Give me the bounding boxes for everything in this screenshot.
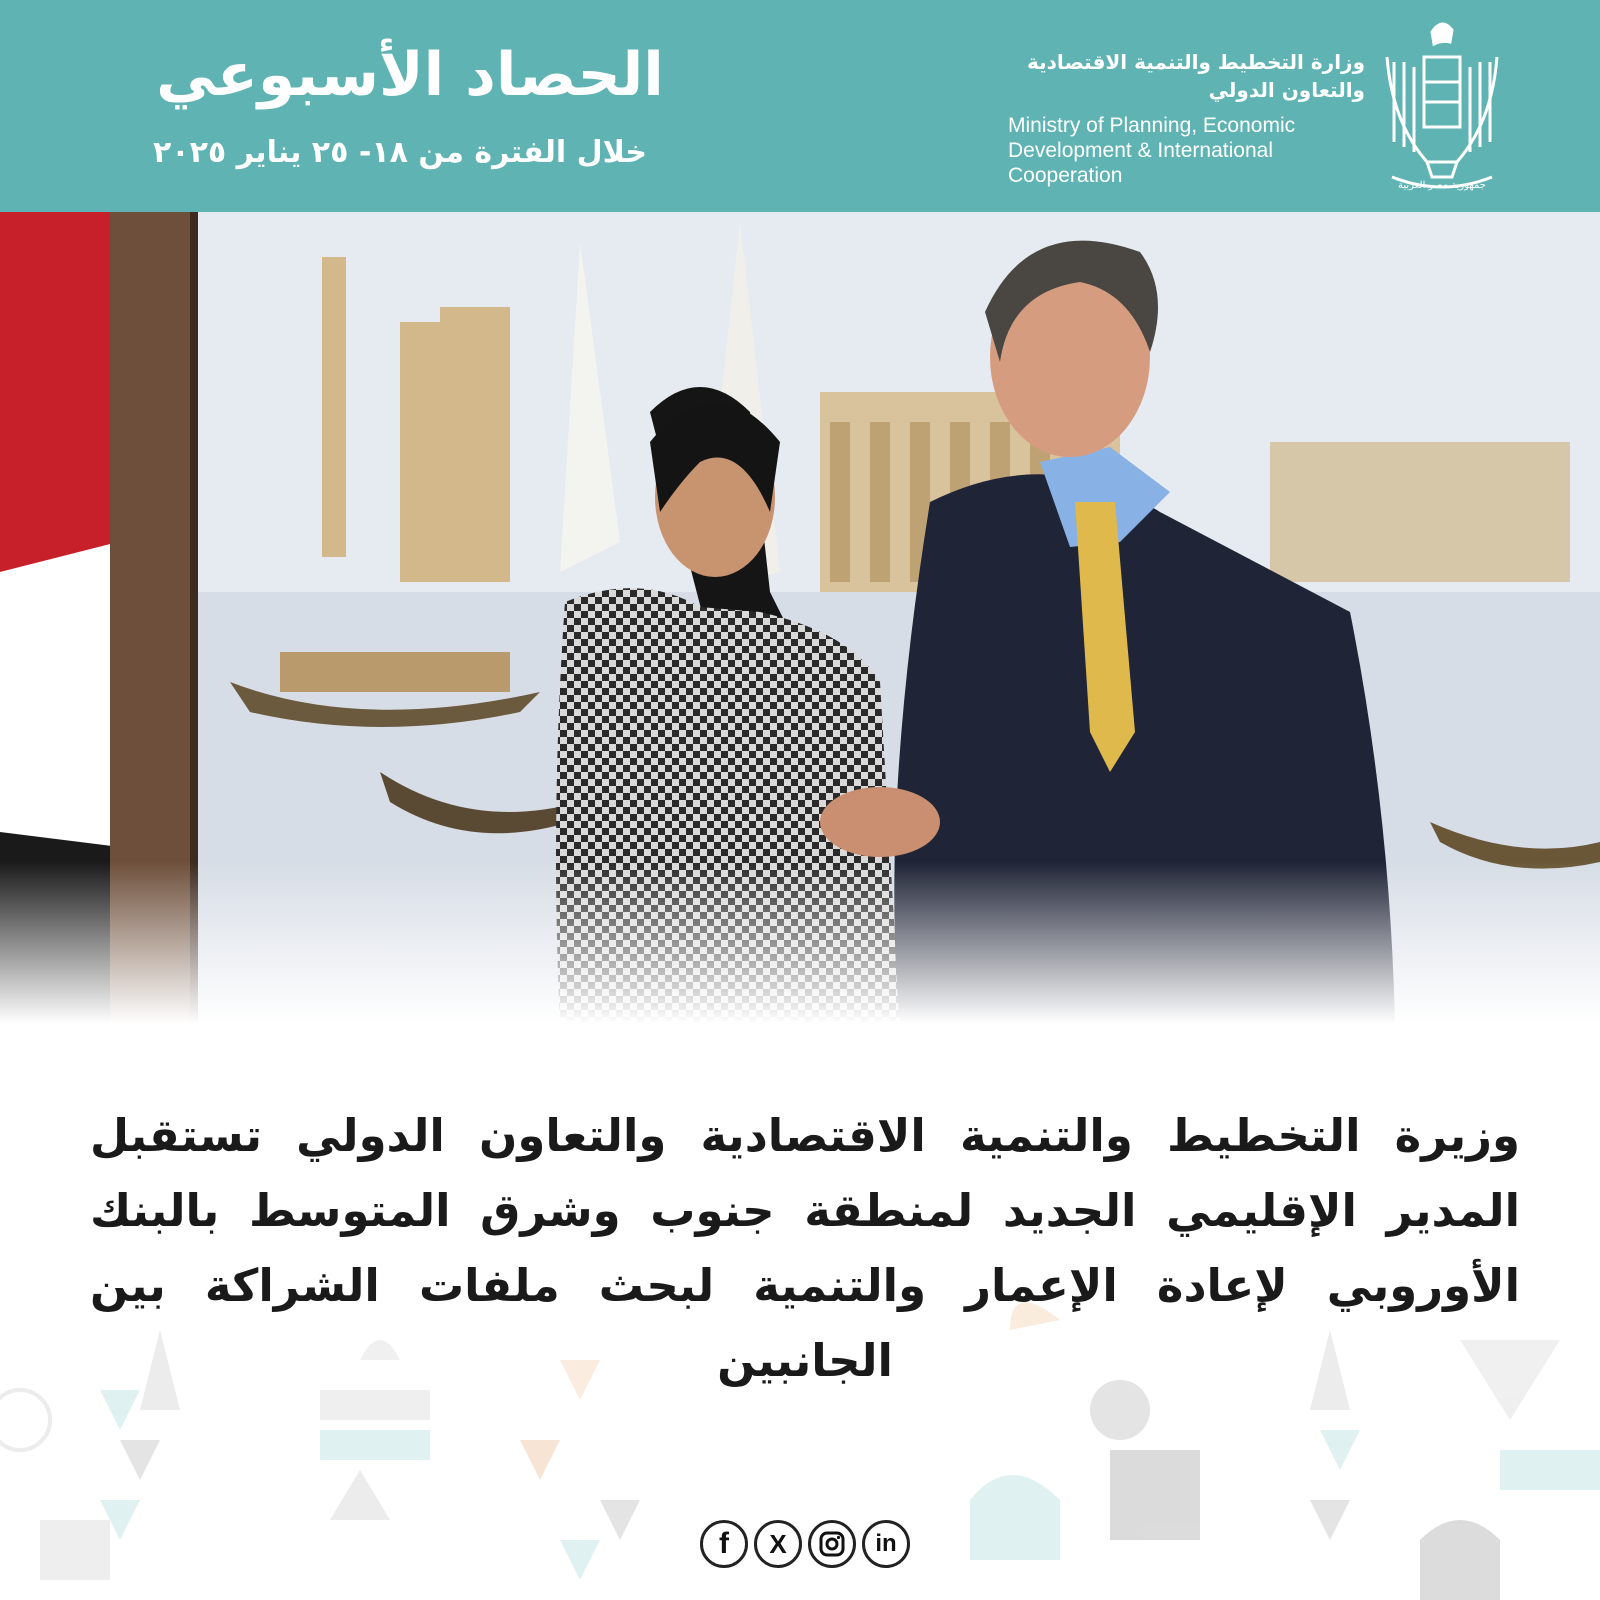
eagle-emblem-icon (1372, 12, 1512, 192)
ministry-ar-line2: والتعاون الدولي (1208, 78, 1365, 102)
x-twitter-icon[interactable] (754, 1520, 802, 1568)
linkedin-icon[interactable] (862, 1520, 910, 1568)
facebook-glyph: f (719, 1527, 729, 1560)
linkedin-glyph: in (875, 1530, 897, 1557)
social-links (700, 1520, 910, 1572)
ministry-en-line2: Development & International (1008, 139, 1273, 162)
header-banner (0, 0, 1600, 212)
ministry-name-en (1008, 113, 1368, 188)
instagram-icon[interactable] (808, 1520, 856, 1568)
date-range: خلال الفترة من ١٨- ٢٥ يناير ٢٠٢٥ (152, 135, 648, 170)
ministry-en-line1: Ministry of Planning, Economic (1008, 114, 1296, 137)
x-glyph: X (769, 1528, 787, 1559)
instagram-glyph (819, 1531, 845, 1557)
meeting-photo (0, 212, 1600, 1024)
photo-illustration (0, 212, 1600, 1024)
page-title: الحصاد الأسبوعي (156, 40, 664, 110)
ministry-ar-line1: وزارة التخطيط والتنمية الاقتصادية (1027, 50, 1365, 74)
facebook-icon[interactable] (700, 1520, 748, 1568)
emblem-label: جمهورية مصر العربية (1398, 180, 1486, 191)
ministry-name-ar (980, 48, 1365, 104)
ministry-en-line3: Cooperation (1008, 164, 1123, 187)
headline-text: وزيرة التخطيط والتنمية الاقتصادية والتعاون الدولي تستقبل المدير الإقليمي الجديد لمنطقة جنوب وشرق المتوسط بالبنك الأوروبي لإعادة الإعمار والتنمية لبحث ملفات الشراكة بين الجانبين (90, 1109, 1520, 1387)
